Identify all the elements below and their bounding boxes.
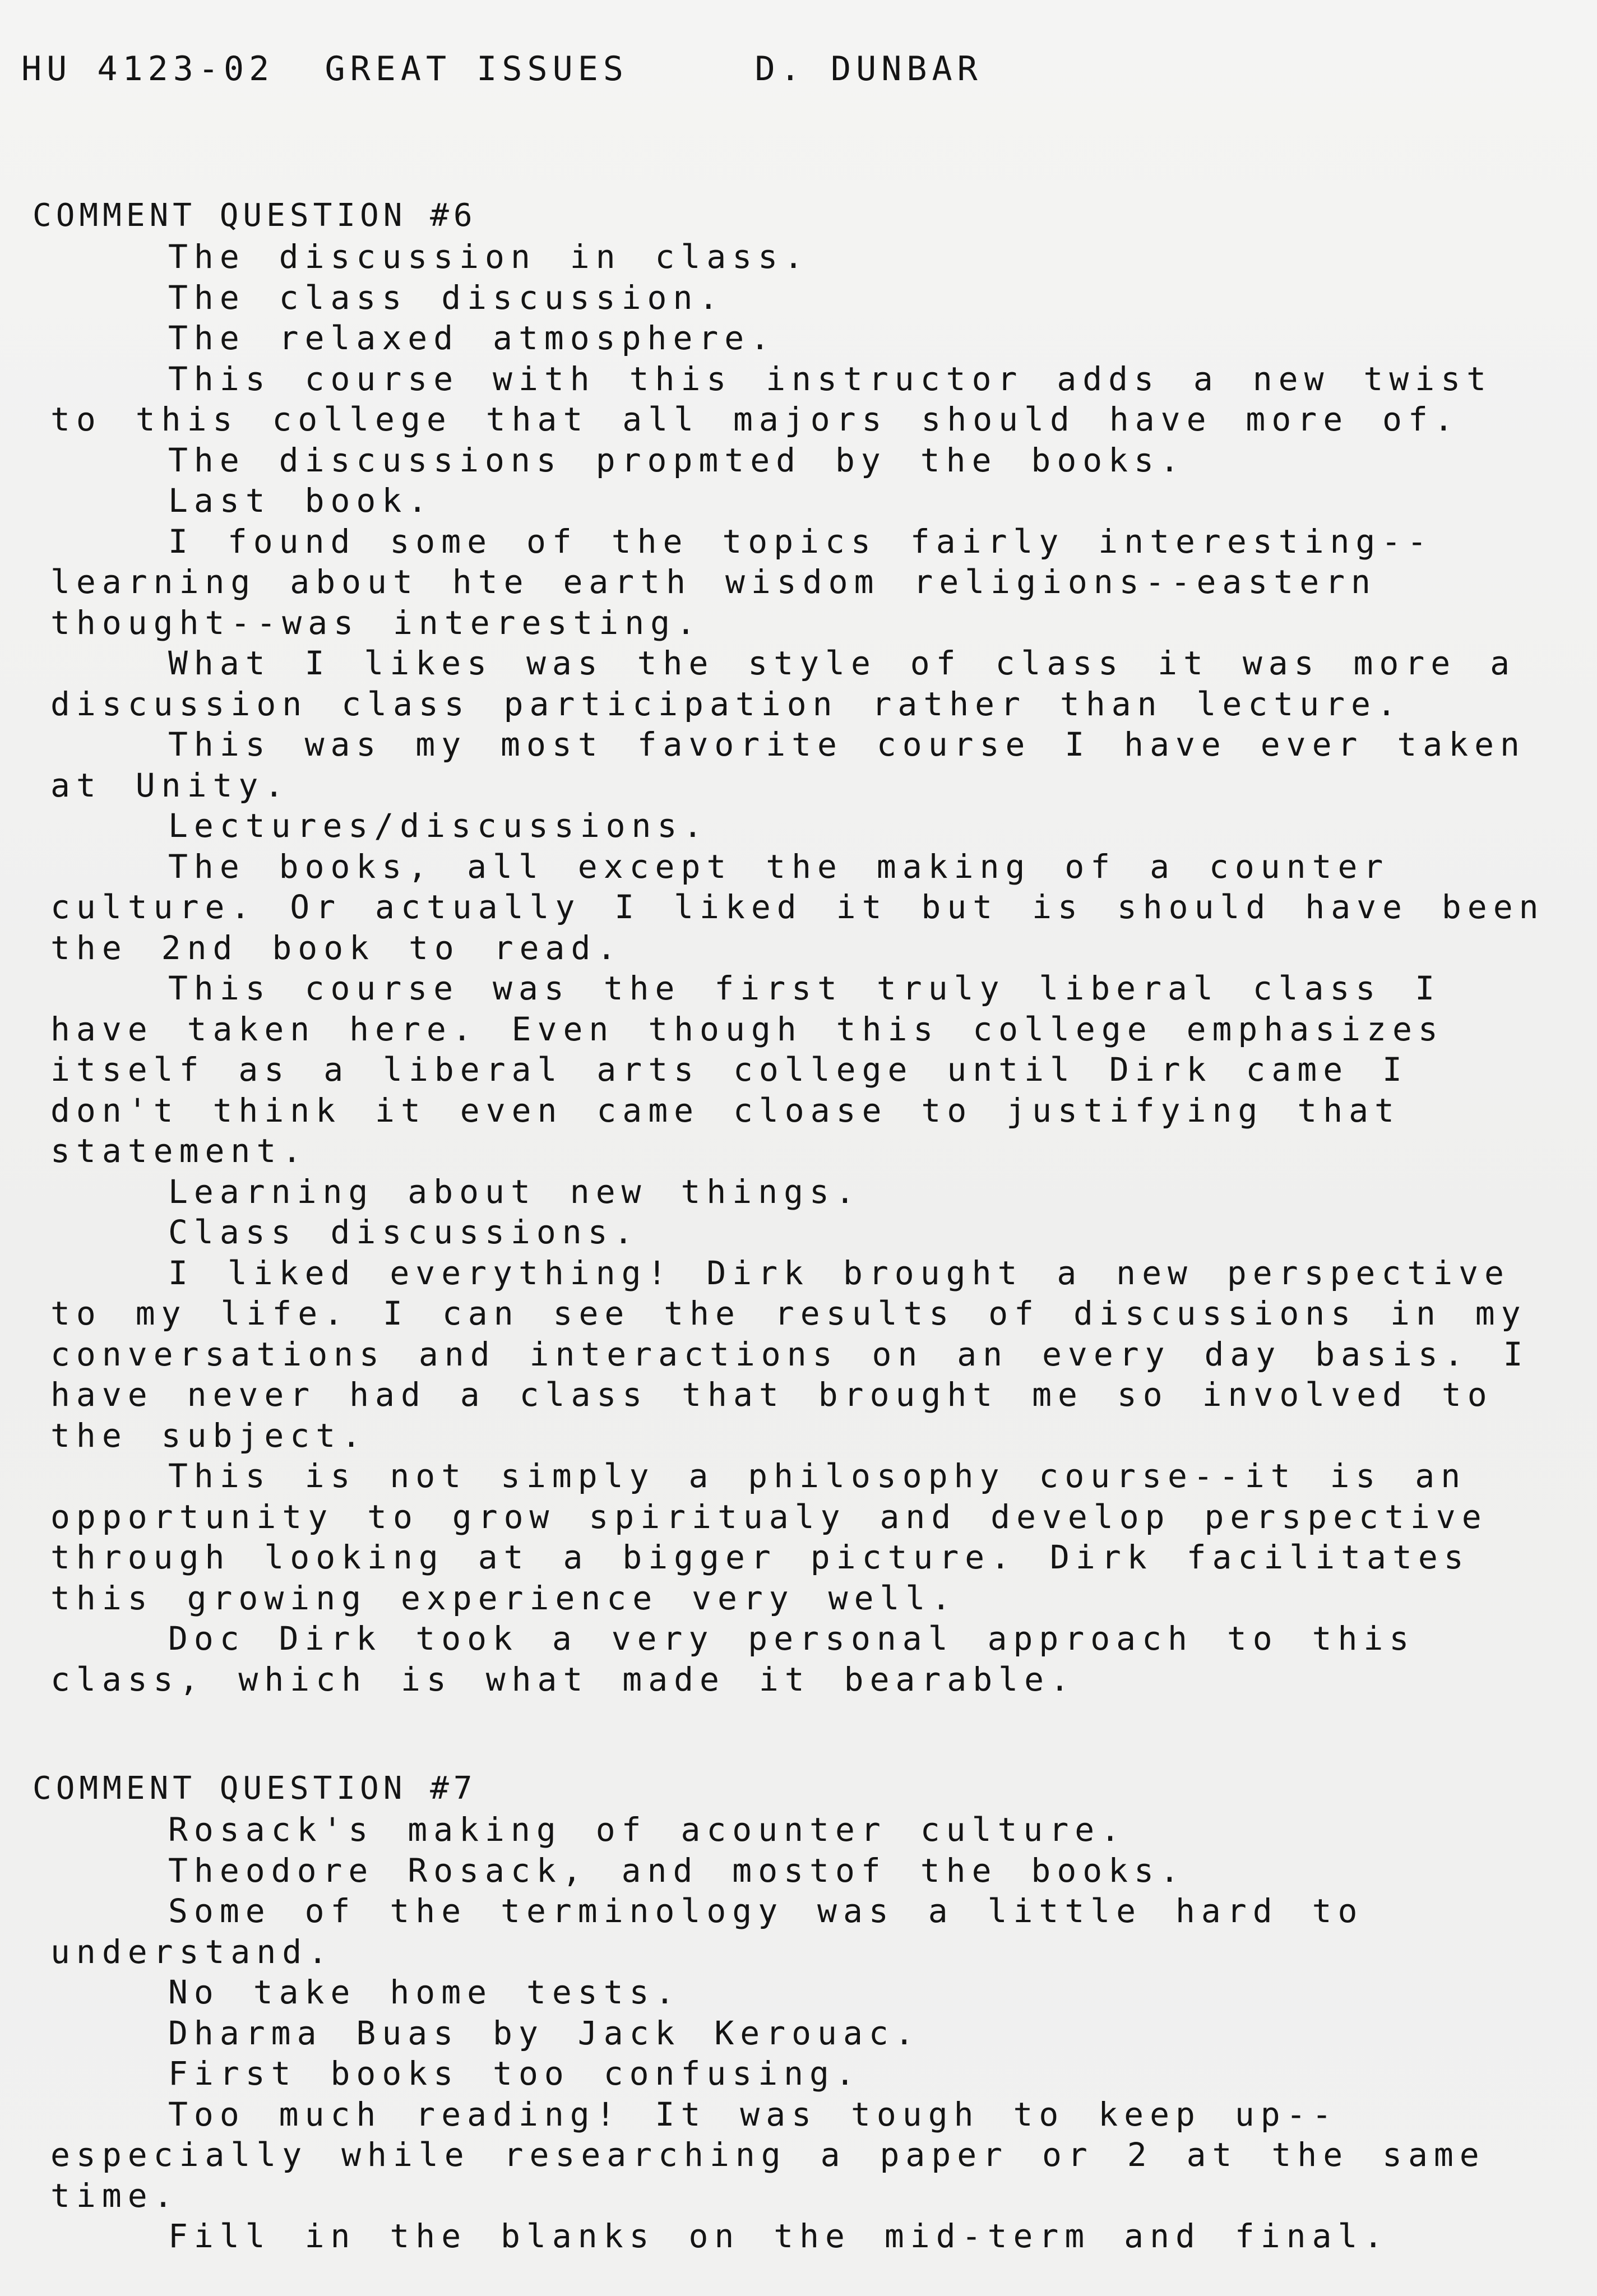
comment-paragraph: Too much reading! It was tough to keep up--especially while researching a paper or 2 at the same time. bbox=[50, 2095, 1485, 2215]
comment-paragraph: Fill in the blanks on the mid-term and final. bbox=[168, 2217, 1390, 2255]
comment-list-question-6 bbox=[50, 237, 1564, 1700]
comment-paragraph: This course with this instructor adds a new twist to this college that all majors should have more of. bbox=[50, 359, 1493, 438]
comment-paragraph: Last book. bbox=[168, 482, 434, 520]
comment-paragraph: Rosack's making of acounter culture. bbox=[168, 1811, 1127, 1849]
comment-paragraph: This is not simply a philosophy course--it is an opportunity to grow spiritualy and develop perspective through looking at a bigger picture. Dirk facilitates this growing experience very well. bbox=[50, 1457, 1488, 1617]
instructor-name: D. DUNBAR bbox=[754, 49, 983, 89]
comment-paragraph: The books, all except the making of a counter culture. Or actually I liked it but is should have been the 2nd book to read. bbox=[50, 847, 1545, 967]
comment-paragraph: Doc Dirk took a very personal approach to this class, which is what made it bearable. bbox=[50, 1619, 1415, 1698]
comment-paragraph: I liked everything! Dirk brought a new perspective to my life. I can see the results of discussions in my conversations and interactions on an every day basis. I have never had a class that brought me so involved to the subject. bbox=[50, 1253, 1529, 1455]
comment-paragraph: Lectures/discussions. bbox=[168, 807, 709, 845]
comment-paragraph: Some of the terminology was a little hard to understand. bbox=[50, 1892, 1364, 1971]
comment-paragraph: No take home tests. bbox=[168, 1973, 681, 2011]
comment-paragraph: Learning about new things. bbox=[168, 1172, 861, 1211]
course-code: HU 4123-02 bbox=[21, 49, 275, 89]
comment-list-question-7 bbox=[50, 1809, 1564, 2257]
document-header bbox=[21, 49, 983, 89]
comment-paragraph: This was my most favorite course I have ever taken at Unity. bbox=[50, 725, 1526, 804]
comment-paragraph: Theodore Rosack, and mostof the books. bbox=[168, 1851, 1186, 1890]
comment-paragraph: The relaxed atmosphere. bbox=[168, 319, 776, 357]
comment-paragraph: The discussions propmted by the books. bbox=[168, 441, 1186, 479]
section-title-question-7: COMMENT QUESTION #7 bbox=[33, 1770, 477, 1807]
course-title: GREAT ISSUES bbox=[325, 49, 628, 89]
comment-paragraph: The class discussion. bbox=[168, 278, 725, 317]
comment-paragraph: This course was the first truly liberal class I have taken here. Even though this college emphasizes itself as a liberal arts college until Dirk came I don't think it even came cloase to justifying that statement. bbox=[50, 969, 1444, 1170]
comment-paragraph: I found some of the topics fairly interesting--learning about hte earth wisdom religions--eastern thought--was interesting. bbox=[50, 522, 1433, 642]
comment-paragraph: First books too confusing. bbox=[168, 2054, 861, 2093]
comment-paragraph: Class discussions. bbox=[168, 1213, 640, 1251]
section-title-question-6: COMMENT QUESTION #6 bbox=[33, 197, 477, 234]
comment-paragraph: Dharma Buas by Jack Kerouac. bbox=[168, 2013, 920, 2052]
comment-paragraph: What I likes was the style of class it was more a discussion class participation rather than lecture. bbox=[50, 644, 1516, 723]
comment-paragraph: The discussion in class. bbox=[168, 238, 810, 276]
